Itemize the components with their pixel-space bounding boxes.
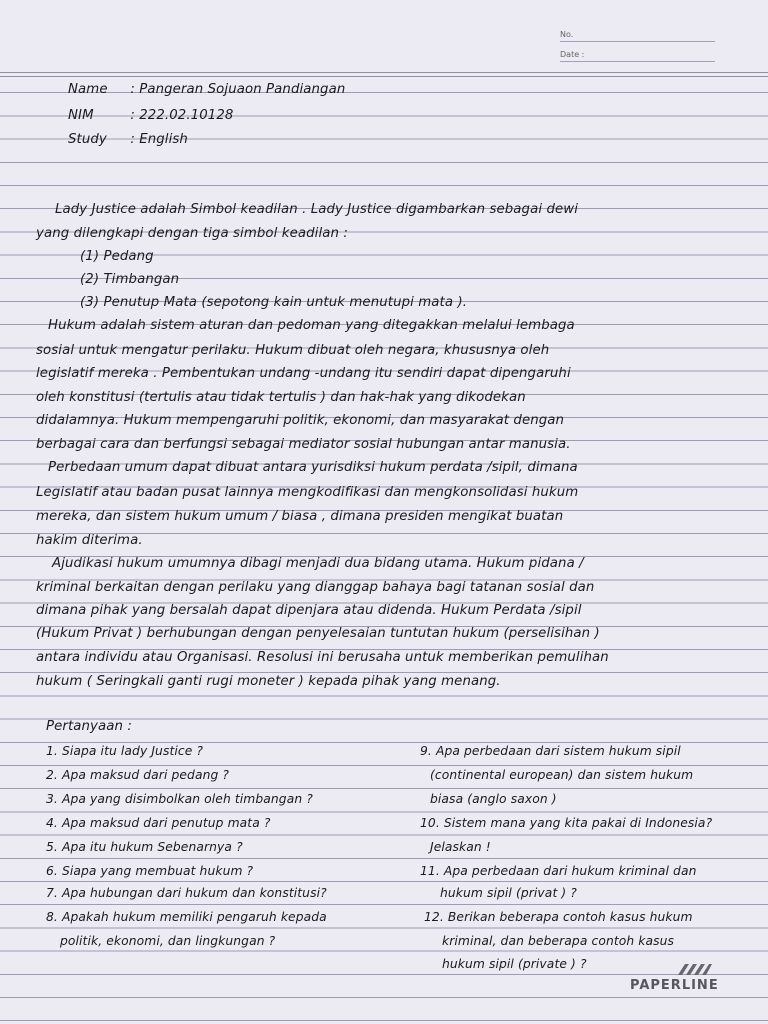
nim-value: : 222.02.10128 (130, 108, 234, 123)
header-rule (0, 76, 768, 77)
body-line: yang dilengkapi dengan tiga simbol keadilan : (36, 226, 348, 241)
question-item: 12. Berikan beberapa contoh kasus hukum (424, 910, 693, 924)
study-value: : English (130, 132, 188, 147)
body-line: berbagai cara dan berfungsi sebagai mediator sosial hubungan antar manusia. (36, 437, 571, 452)
question-item: 3. Apa yang disimbolkan oleh timbangan ? (46, 792, 313, 806)
body-line: (3) Penutup Mata (sepotong kain untuk menutupi mata ). (80, 295, 468, 310)
nim-label: NIM (68, 108, 94, 123)
question-item: 4. Apa maksud dari penutup mata ? (46, 816, 271, 830)
question-item: 6. Siapa yang membuat hukum ? (46, 864, 254, 878)
body-line: Perbedaan umum dapat dibuat antara yurisdiksi hukum perdata /sipil, dimana (48, 460, 578, 475)
question-item: 7. Apa hubungan dari hukum dan konstitusi? (46, 886, 327, 900)
question-item-continued: hukum sipil (private ) ? (442, 957, 587, 971)
question-item: 8. Apakah hukum memiliki pengaruh kepada (46, 910, 327, 924)
questions-heading: Pertanyaan : (46, 719, 132, 734)
paperline-logo: PAPERLINE (630, 978, 719, 993)
question-item-continued: (continental european) dan sistem hukum (430, 768, 694, 782)
paperline-logo-icon (678, 962, 712, 976)
body-line: Legislatif atau badan pusat lainnya mengkodifikasi dan mengkonsolidasi hukum (36, 485, 579, 500)
question-item: 11. Apa perbedaan dari hukum kriminal dan (420, 864, 697, 878)
study-label: Study (68, 132, 107, 147)
body-line: Hukum adalah sistem aturan dan pedoman yang ditegakkan melalui lembaga (48, 318, 575, 333)
question-item: 5. Apa itu hukum Sebenarnya ? (46, 840, 243, 854)
body-line: mereka, dan sistem hukum umum / biasa , dimana presiden mengikat buatan (36, 509, 564, 524)
body-line: Ajudikasi hukum umumnya dibagi menjadi dua bidang utama. Hukum pidana / (52, 556, 584, 571)
date-field: Date : (560, 50, 715, 62)
body-line: (Hukum Privat ) berhubungan dengan penyelesaian tuntutan hukum (perselisihan ) (36, 626, 600, 641)
name-value: : Pangeran Sojuaon Pandiangan (130, 82, 346, 97)
name-row (68, 82, 345, 97)
body-line: antara individu atau Organisasi. Resolusi ini berusaha untuk memberikan pemulihan (36, 650, 609, 665)
body-line: (2) Timbangan (80, 272, 180, 287)
body-line: dimana pihak yang bersalah dapat dipenjara atau didenda. Hukum Perdata /sipil (36, 603, 582, 618)
question-item: 1. Siapa itu lady Justice ? (46, 744, 204, 758)
question-item-continued: hukum sipil (privat ) ? (440, 886, 577, 900)
question-item-continued: politik, ekonomi, dan lingkungan ? (60, 934, 276, 948)
body-line: sosial untuk mengatur perilaku. Hukum dibuat oleh negara, khususnya oleh (36, 343, 550, 358)
question-item-continued: biasa (anglo saxon ) (430, 792, 557, 806)
question-item-continued: Jelaskan ! (430, 840, 491, 854)
name-label: Name (68, 82, 108, 97)
number-field: No. (560, 30, 715, 42)
question-item: 10. Sistem mana yang kita pakai di Indonesia? (420, 816, 713, 830)
question-item: 2. Apa maksud dari pedang ? (46, 768, 230, 782)
body-line: legislatif mereka . Pembentukan undang -undang itu sendiri dapat dipengaruhi (36, 366, 571, 381)
body-line: oleh konstitusi (tertulis atau tidak tertulis ) dan hak-hak yang dikodekan (36, 390, 526, 405)
question-item: 9. Apa perbedaan dari sistem hukum sipil (420, 744, 681, 758)
body-line: (1) Pedang (80, 249, 154, 264)
body-line: hakim diterima. (36, 533, 143, 548)
nim-row (68, 108, 234, 123)
body-line: didalamnya. Hukum mempengaruhi politik, ekonomi, dan masyarakat dengan (36, 413, 565, 428)
body-line: Lady Justice adalah Simbol keadilan . Lady Justice digambarkan sebagai dewi (55, 202, 579, 217)
body-line: kriminal berkaitan dengan perilaku yang dianggap bahaya bagi tatanan sosial dan (36, 580, 595, 595)
question-item-continued: kriminal, dan beberapa contoh kasus (442, 934, 675, 948)
study-row (68, 132, 188, 147)
body-line: hukum ( Seringkali ganti rugi moneter ) kepada pihak yang menang. (36, 674, 501, 689)
header-rule (0, 72, 768, 73)
